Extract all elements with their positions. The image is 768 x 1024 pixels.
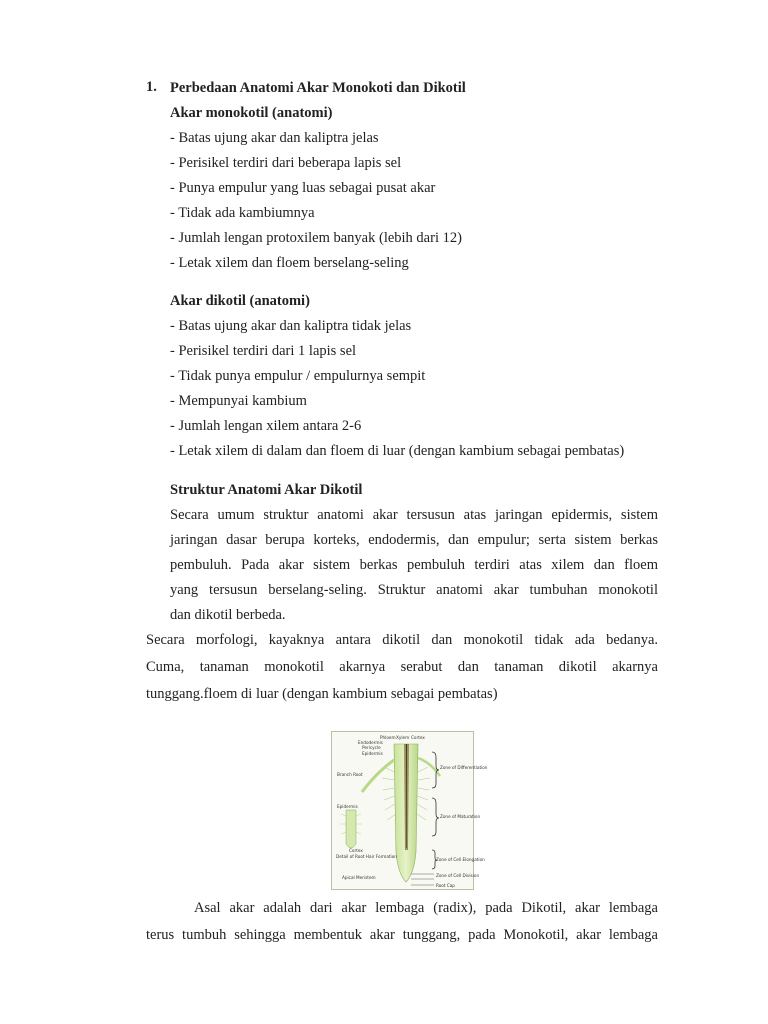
root-anatomy-figure — [331, 731, 488, 890]
endodermis-label: Endodermis — [358, 740, 383, 745]
section-title: Perbedaan Anatomi Akar Monokoti dan Dikotil — [170, 80, 466, 96]
epidermis-top-label: Epidermis — [362, 751, 383, 756]
monokotil-heading: Akar monokotil (anatomi) — [170, 105, 333, 121]
section-number: 1. — [146, 79, 157, 95]
struktur-line: jaringan dasar berupa korteks, endodermis, dan empulur; serta sistem berkas — [170, 532, 658, 548]
dikotil-item: - Mempunyai kambium — [170, 393, 307, 409]
phloem-label: Phloem — [380, 735, 396, 740]
root-diagram — [332, 732, 488, 891]
struktur-line: yang tersusun berselang-seling. Struktur anatomi akar tumbuhan monokotil — [170, 582, 658, 598]
detail-label: Detail of Root Hair Formation — [336, 854, 397, 859]
monokotil-item: - Batas ujung akar dan kaliptra jelas — [170, 130, 379, 146]
dikotil-item: - Batas ujung akar dan kaliptra tidak jelas — [170, 318, 412, 334]
zone-diff-label: Zone of Differentiation — [440, 765, 488, 770]
morfologi-line: Secara morfologi, kayaknya antara dikotil dan monokotil tidak ada bedanya. — [146, 632, 658, 648]
apical-label: Apical Meristem — [342, 875, 376, 880]
monokotil-item: - Perisikel terdiri dari beberapa lapis sel — [170, 155, 402, 171]
struktur-line: dan dikotil berbeda. — [170, 607, 286, 623]
asal-line: Asal akar adalah dari akar lembaga (radix), pada Dikotil, akar lembaga — [194, 900, 658, 916]
zone-elong-label: Zone of Cell Elongation — [436, 857, 485, 862]
monokotil-item: - Jumlah lengan protoxilem banyak (lebih dari 12) — [170, 230, 462, 246]
dikotil-item: - Tidak punya empulur / empulurnya sempit — [170, 368, 426, 384]
branch-root-label: Branch Root — [337, 772, 363, 777]
struktur-heading: Struktur Anatomi Akar Dikotil — [170, 482, 363, 498]
cortex-small-label: Cortex — [349, 848, 363, 853]
dikotil-heading: Akar dikotil (anatomi) — [170, 293, 310, 309]
pericycle-label: Pericycle — [362, 745, 381, 750]
dikotil-item: - Jumlah lengan xilem antara 2-6 — [170, 418, 362, 434]
dikotil-item: - Letak xilem di dalam dan floem di luar (dengan kambium sebagai pembatas) — [170, 443, 625, 459]
epidermis-label: Epidermis — [337, 804, 358, 809]
xylem-label: Xylem — [396, 735, 410, 740]
dikotil-item: - Perisikel terdiri dari 1 lapis sel — [170, 343, 357, 359]
zone-div-label: Zone of Cell Division — [436, 873, 480, 878]
struktur-line: pembuluh. Pada akar sistem berkas pembuluh terdiri atas xilem dan floem — [170, 557, 658, 573]
asal-line: terus tumbuh sehingga membentuk akar tunggang, pada Monokotil, akar lembaga — [146, 927, 658, 943]
cortex-label: Cortex — [411, 735, 425, 740]
zone-mat-label: Zone of Maturation — [440, 814, 481, 819]
morfologi-line: Cuma, tanaman monokotil akarnya serabut dan tanaman dikotil akarnya — [146, 659, 658, 675]
struktur-line: Secara umum struktur anatomi akar tersusun atas jaringan epidermis, sistem — [170, 507, 658, 523]
monokotil-item: - Letak xilem dan floem berselang-seling — [170, 255, 409, 271]
root-cap-label: Root Cap — [436, 883, 455, 888]
monokotil-item: - Tidak ada kambiumnya — [170, 205, 315, 221]
morfologi-line: tunggang.floem di luar (dengan kambium sebagai pembatas) — [146, 686, 498, 702]
monokotil-item: - Punya empulur yang luas sebagai pusat akar — [170, 180, 436, 196]
